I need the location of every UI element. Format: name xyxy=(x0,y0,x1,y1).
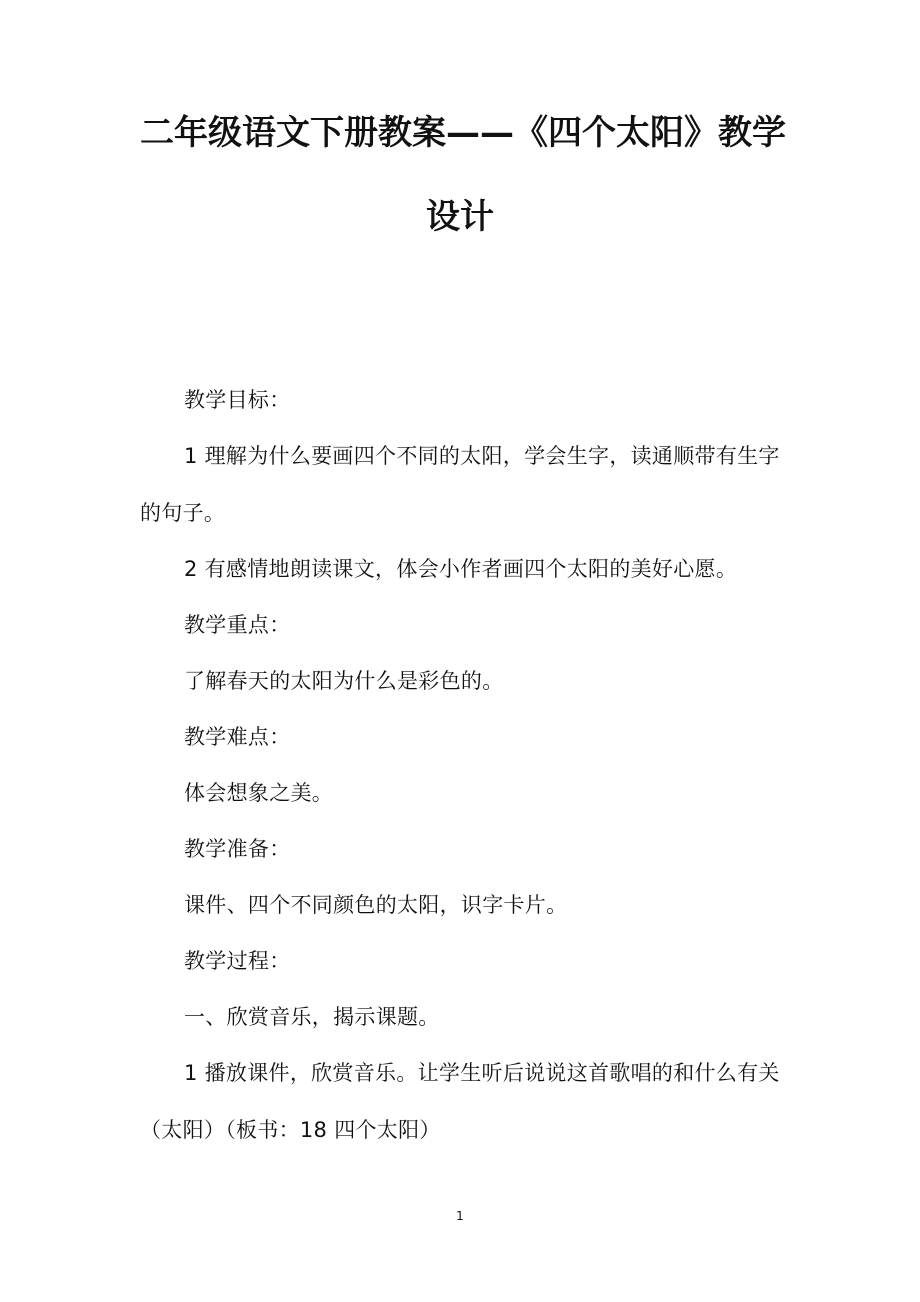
paragraph-key-points-heading: 教学重点： xyxy=(184,613,291,637)
paragraph-section-1-heading: 一、欣赏音乐，揭示课题。 xyxy=(184,1005,440,1029)
document-title-line-2: 设计 xyxy=(426,197,494,237)
paragraph-difficulties: 体会想象之美。 xyxy=(184,781,334,805)
paragraph-preparation: 课件、四个不同颜色的太阳，识字卡片。 xyxy=(184,893,568,917)
paragraph-difficulties-heading: 教学难点： xyxy=(184,725,291,749)
paragraph-goal-2: 2 有感情地朗读课文，体会小作者画四个太阳的美好心愿。 xyxy=(184,557,738,581)
paragraph-goal-1: 1 理解为什么要画四个不同的太阳，学会生字，读通顺带有生字的句子。 xyxy=(140,444,780,525)
document-title-line-1: 二年级语文下册教案——《四个太阳》教学 xyxy=(140,113,786,153)
paragraph-step-1: 1 播放课件，欣赏音乐。让学生听后说说这首歌唱的和什么有关（太阳）（板书：18 四个太阳） xyxy=(140,1061,780,1142)
paragraph-key-points: 了解春天的太阳为什么是彩色的。 xyxy=(184,669,504,693)
paragraph-teaching-goals-heading: 教学目标： xyxy=(184,388,291,412)
paragraph-preparation-heading: 教学准备： xyxy=(184,837,291,861)
paragraph-process-heading: 教学过程： xyxy=(184,949,291,973)
page-number: 1 xyxy=(456,1209,464,1223)
